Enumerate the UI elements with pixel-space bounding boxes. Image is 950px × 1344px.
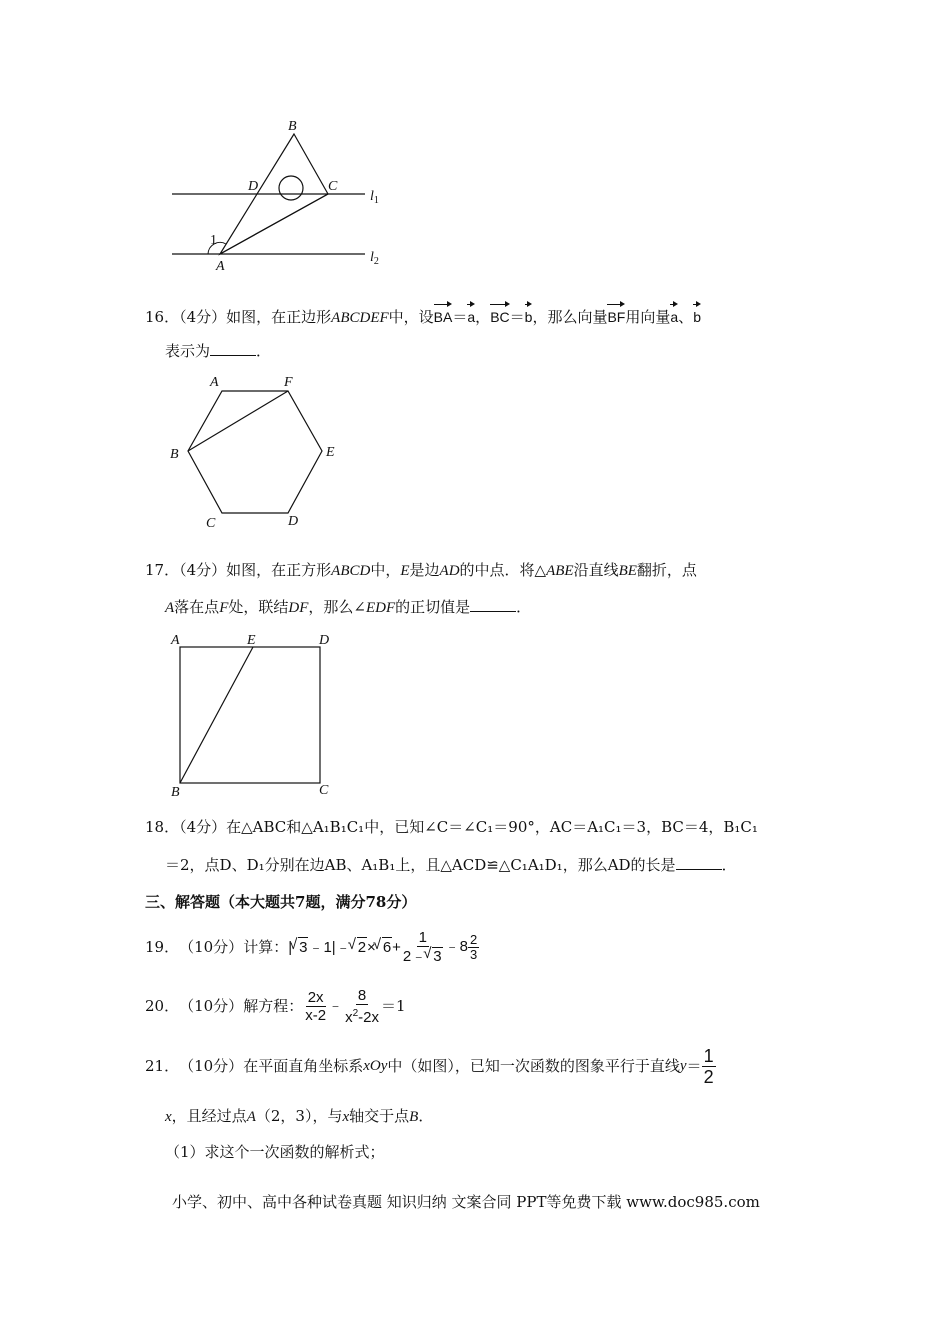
q19-minus8: ﹣8 bbox=[444, 938, 468, 955]
q21-a: A bbox=[246, 1109, 256, 1125]
q19-frac-num: 1 bbox=[418, 929, 427, 946]
question-18-line1 bbox=[145, 817, 758, 837]
q17-answer-blank[interactable] bbox=[470, 597, 516, 612]
sqrt-6: √ 6 bbox=[382, 937, 392, 958]
question-16-line2 bbox=[165, 341, 271, 361]
q20-score: （10分） bbox=[179, 997, 244, 1015]
question-19 bbox=[145, 929, 479, 965]
sq-label-a: A bbox=[171, 633, 180, 648]
sqrt-3-den: √ 3 bbox=[432, 947, 442, 965]
q17-l1a: 如图，在正方形 bbox=[226, 561, 332, 579]
q21-l2: ，且经过点 bbox=[171, 1107, 247, 1125]
q21-y: y bbox=[679, 1058, 687, 1074]
segment-ac bbox=[220, 194, 328, 254]
q16-sep: ， bbox=[475, 308, 491, 326]
vector-a-2: a bbox=[670, 303, 678, 327]
q19-mixed-fraction bbox=[468, 933, 479, 962]
q20-f2-den: $x^2-2x$ bbox=[345, 1007, 379, 1026]
segment-be bbox=[180, 647, 253, 783]
vector-a: a bbox=[467, 303, 475, 327]
vector-bf: BF bbox=[607, 303, 625, 327]
q19-frac-den: 2﹣√ 3 bbox=[401, 947, 445, 965]
q16-comma2: 、 bbox=[678, 308, 694, 326]
q17-be: BE bbox=[618, 563, 637, 579]
q16-score: （4分） bbox=[179, 308, 227, 326]
q21-score: （10分） bbox=[179, 1057, 244, 1075]
q21-l2b: （2，3），与 bbox=[255, 1107, 343, 1125]
footer-text: 小学、初中、高中各种试卷真题 知识归纳 文案合同 PPT等免费下载 www.doc985.com bbox=[172, 1193, 760, 1211]
vector-ba: BA bbox=[434, 303, 453, 327]
q21-fraction bbox=[702, 1046, 716, 1087]
angle-marker-circle bbox=[279, 176, 303, 200]
sq-label-d: D bbox=[319, 633, 330, 648]
q17-e: E bbox=[400, 563, 410, 579]
segment-bf bbox=[188, 391, 288, 451]
question-21-line2 bbox=[165, 1106, 433, 1127]
sq-label-c: C bbox=[319, 783, 329, 798]
q20-rhs: ＝1 bbox=[380, 997, 406, 1015]
q21-l1b: 中（如图），已知一次函数的图象平行于直线 bbox=[387, 1057, 680, 1075]
q17-l1e: 沿直线 bbox=[573, 561, 619, 579]
sqrt-2: √ 2 bbox=[357, 937, 367, 958]
q21-f-den: 2 bbox=[703, 1066, 714, 1087]
hex-label-b: B bbox=[170, 447, 179, 462]
q17-l2d: 的正切值是 bbox=[395, 598, 471, 616]
q19-abs-open: | bbox=[288, 938, 293, 956]
q16-answer-blank[interactable] bbox=[210, 341, 256, 356]
q17-a: A bbox=[165, 600, 175, 616]
vector-bc: BC bbox=[490, 303, 509, 327]
square-abcd bbox=[180, 647, 320, 783]
q16-shape: ABCDEF bbox=[331, 310, 389, 326]
q18-score: （4分） bbox=[179, 818, 227, 836]
q21-l1: 在平面直角坐标系 bbox=[243, 1057, 364, 1075]
question-21-line1 bbox=[145, 1046, 716, 1086]
figure-hexagon bbox=[160, 370, 350, 535]
q20-f2-num: 8 bbox=[357, 986, 367, 1004]
q17-abe: ABE bbox=[546, 563, 574, 579]
q19-minus1: ﹣1|﹣ bbox=[308, 938, 351, 956]
q17-l1f: 翻折，点 bbox=[636, 561, 697, 579]
q17-f: F bbox=[219, 600, 229, 616]
question-18-line2 bbox=[165, 855, 737, 875]
question-21-sub1: （1）求这个一次函数的解析式； bbox=[165, 1143, 385, 1161]
q19-mixed-num: 2 bbox=[469, 931, 478, 947]
q17-square: ABCD bbox=[331, 563, 371, 579]
figure-square bbox=[165, 628, 345, 800]
q20-f1-den: x-2 bbox=[305, 1006, 327, 1024]
question-20 bbox=[145, 986, 406, 1026]
q17-l1b: 中， bbox=[370, 561, 401, 579]
q21-l2end: ． bbox=[418, 1107, 434, 1125]
q21-eq: ＝ bbox=[686, 1057, 702, 1075]
q19-number: 19． bbox=[145, 938, 180, 956]
label-a: A bbox=[216, 259, 225, 274]
q16-eq2: ＝ bbox=[509, 308, 525, 326]
q17-l1c: 是边 bbox=[409, 561, 440, 579]
q21-x2: x bbox=[342, 1109, 350, 1125]
q16-end: ． bbox=[256, 342, 272, 360]
q18-number: 18． bbox=[145, 818, 180, 836]
sq-label-b: B bbox=[171, 785, 180, 800]
label-l1: $l_1$ bbox=[370, 189, 379, 206]
figure-parallel-lines-triangle bbox=[160, 110, 400, 275]
vector-b: b bbox=[525, 303, 533, 327]
q18-end: ． bbox=[721, 856, 737, 874]
label-c: C bbox=[328, 179, 338, 194]
q18-answer-blank[interactable] bbox=[676, 855, 722, 870]
q21-number: 21． bbox=[145, 1057, 180, 1075]
q19-plus: + bbox=[392, 938, 401, 956]
question-17-line1 bbox=[145, 560, 697, 581]
q21-l2c: 轴交于点 bbox=[349, 1107, 410, 1125]
q20-number: 20． bbox=[145, 997, 180, 1015]
q19-times: × bbox=[367, 938, 376, 956]
label-l2: $l_2$ bbox=[370, 250, 379, 267]
label-angle-1: 1 bbox=[210, 233, 217, 248]
sq-label-e: E bbox=[247, 633, 256, 648]
q21-xoy: xOy bbox=[363, 1058, 388, 1074]
label-b: B bbox=[288, 119, 297, 134]
q16-eq1: ＝ bbox=[452, 308, 468, 326]
q19-fraction bbox=[401, 929, 445, 965]
hex-label-c: C bbox=[206, 516, 216, 531]
hex-label-e: E bbox=[326, 445, 335, 460]
q17-df: DF bbox=[288, 600, 309, 616]
q16-text1: 如图，在正边形 bbox=[226, 308, 332, 326]
question-16-line1 bbox=[145, 303, 701, 328]
q17-edf: EDF bbox=[365, 600, 396, 616]
q20-fraction-2 bbox=[343, 987, 381, 1026]
q19-label: 计算： bbox=[243, 938, 289, 956]
hex-label-f: F bbox=[284, 375, 293, 390]
q17-l2a: 落在点 bbox=[174, 598, 220, 616]
sqrt-3: √ 3 bbox=[298, 937, 308, 958]
q20-fraction-1 bbox=[303, 989, 328, 1024]
q16-text2: 中，设 bbox=[388, 308, 434, 326]
q20-label: 解方程： bbox=[243, 997, 304, 1015]
q18-line2: ＝2，点D、D₁分别在边AB、A₁B₁上，且△ACD≌△C₁A₁D₁，那么AD的长是 bbox=[165, 856, 676, 874]
q17-number: 17． bbox=[145, 561, 180, 579]
label-d: D bbox=[248, 179, 259, 194]
q19-mixed-den: 3 bbox=[469, 946, 478, 962]
q18-line1: 在△ABC和△A₁B₁C₁中，已知∠C＝∠C₁＝90°，AC＝A₁C₁＝3，BC＝4，B₁C₁ bbox=[226, 818, 758, 836]
q17-l2b: 处，联结 bbox=[228, 598, 289, 616]
q17-end: ． bbox=[516, 598, 532, 616]
q16-number: 16． bbox=[145, 308, 180, 326]
q19-expression bbox=[288, 937, 401, 958]
q17-l1d: 的中点．将△ bbox=[459, 561, 547, 579]
vector-b-2: b bbox=[693, 303, 701, 327]
q17-l2c: ，那么∠ bbox=[308, 598, 366, 616]
q17-score: （4分） bbox=[179, 561, 227, 579]
q20-minus: ﹣ bbox=[328, 997, 344, 1014]
hex-label-a: A bbox=[210, 375, 219, 390]
q21-f-num: 1 bbox=[703, 1045, 714, 1066]
q17-ad: AD bbox=[439, 563, 460, 579]
hex-label-d: D bbox=[288, 514, 299, 529]
q16-line2-text: 表示为 bbox=[165, 342, 211, 360]
section-3-title: 三、解答题（本大题共7题，满分78分） bbox=[145, 893, 417, 911]
q16-text3: ，那么向量 bbox=[532, 308, 608, 326]
q21-x: x bbox=[165, 1109, 172, 1125]
hexagon-abcdef bbox=[188, 391, 322, 513]
q21-b: B bbox=[409, 1109, 419, 1125]
question-17-line2 bbox=[165, 597, 531, 618]
q19-score: （10分） bbox=[179, 938, 244, 956]
q20-f1-num: 2x bbox=[307, 988, 324, 1006]
q16-text4: 用向量 bbox=[625, 308, 671, 326]
